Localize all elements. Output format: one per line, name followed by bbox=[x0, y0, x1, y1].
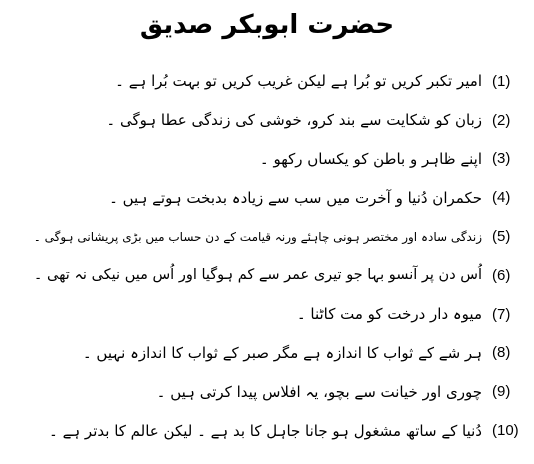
item-number: (4) bbox=[492, 189, 511, 207]
sayings-list bbox=[26, 62, 526, 450]
list-item bbox=[26, 178, 526, 217]
list-item bbox=[26, 217, 526, 256]
list-item bbox=[26, 295, 526, 334]
item-text: چوری اور خیانت سے بچو، یہ افلاس پیدا کرتی ہیں ۔ bbox=[156, 382, 482, 401]
item-text: دُنیا کے ساتھ مشغول ہو جانا جاہل کا بد ہے ۔ لیکن عالم کا بدتر ہے ۔ bbox=[49, 421, 482, 440]
page-title: حضرت ابوبکر صدیق bbox=[139, 10, 395, 40]
item-text: میوہ دار درخت کو مت کاٹنا ۔ bbox=[296, 305, 482, 324]
list-item bbox=[26, 256, 526, 295]
item-text: اُس دن پر آنسو بہا جو تیری عمر سے کم ہوگیا اور اُس میں نیکی نہ تھی ۔ bbox=[33, 267, 482, 284]
list-item bbox=[26, 411, 526, 450]
item-number: (6) bbox=[492, 266, 511, 284]
item-number: (5) bbox=[492, 228, 511, 246]
item-text: امیر تکبر کریں تو بُرا ہے لیکن غریب کریں تو بہت بُرا ہے ۔ bbox=[115, 72, 482, 91]
list-item bbox=[26, 334, 526, 373]
item-number: (9) bbox=[492, 383, 511, 401]
item-number: (8) bbox=[492, 344, 511, 362]
item-text: زندگی سادہ اور مختصر ہونی چاہئے ورنہ قیامت کے دن حساب میں بڑی پریشانی ہوگی ۔ bbox=[33, 229, 482, 244]
item-number: (1) bbox=[492, 72, 511, 90]
item-number: (2) bbox=[492, 111, 511, 129]
list-item bbox=[26, 101, 526, 140]
item-text: حکمران دُنیا و آخرت میں سب سے زیادہ بدبخت ہوتے ہیں ۔ bbox=[109, 188, 482, 207]
item-text: زبان کو شکایت سے بند کرو، خوشی کی زندگی عطا ہوگی ۔ bbox=[106, 111, 482, 130]
item-text: ہر شے کے ثواب کا اندازہ ہے مگر صبر کے ثواب کا اندازہ نہیں ۔ bbox=[82, 343, 482, 362]
item-number: (7) bbox=[492, 305, 511, 323]
list-item bbox=[26, 140, 526, 179]
item-text: اپنے ظاہر و باطن کو یکساں رکھو ۔ bbox=[259, 149, 482, 168]
list-item bbox=[26, 62, 526, 101]
item-number: (10) bbox=[492, 422, 519, 440]
item-number: (3) bbox=[492, 150, 511, 168]
list-item bbox=[26, 372, 526, 411]
